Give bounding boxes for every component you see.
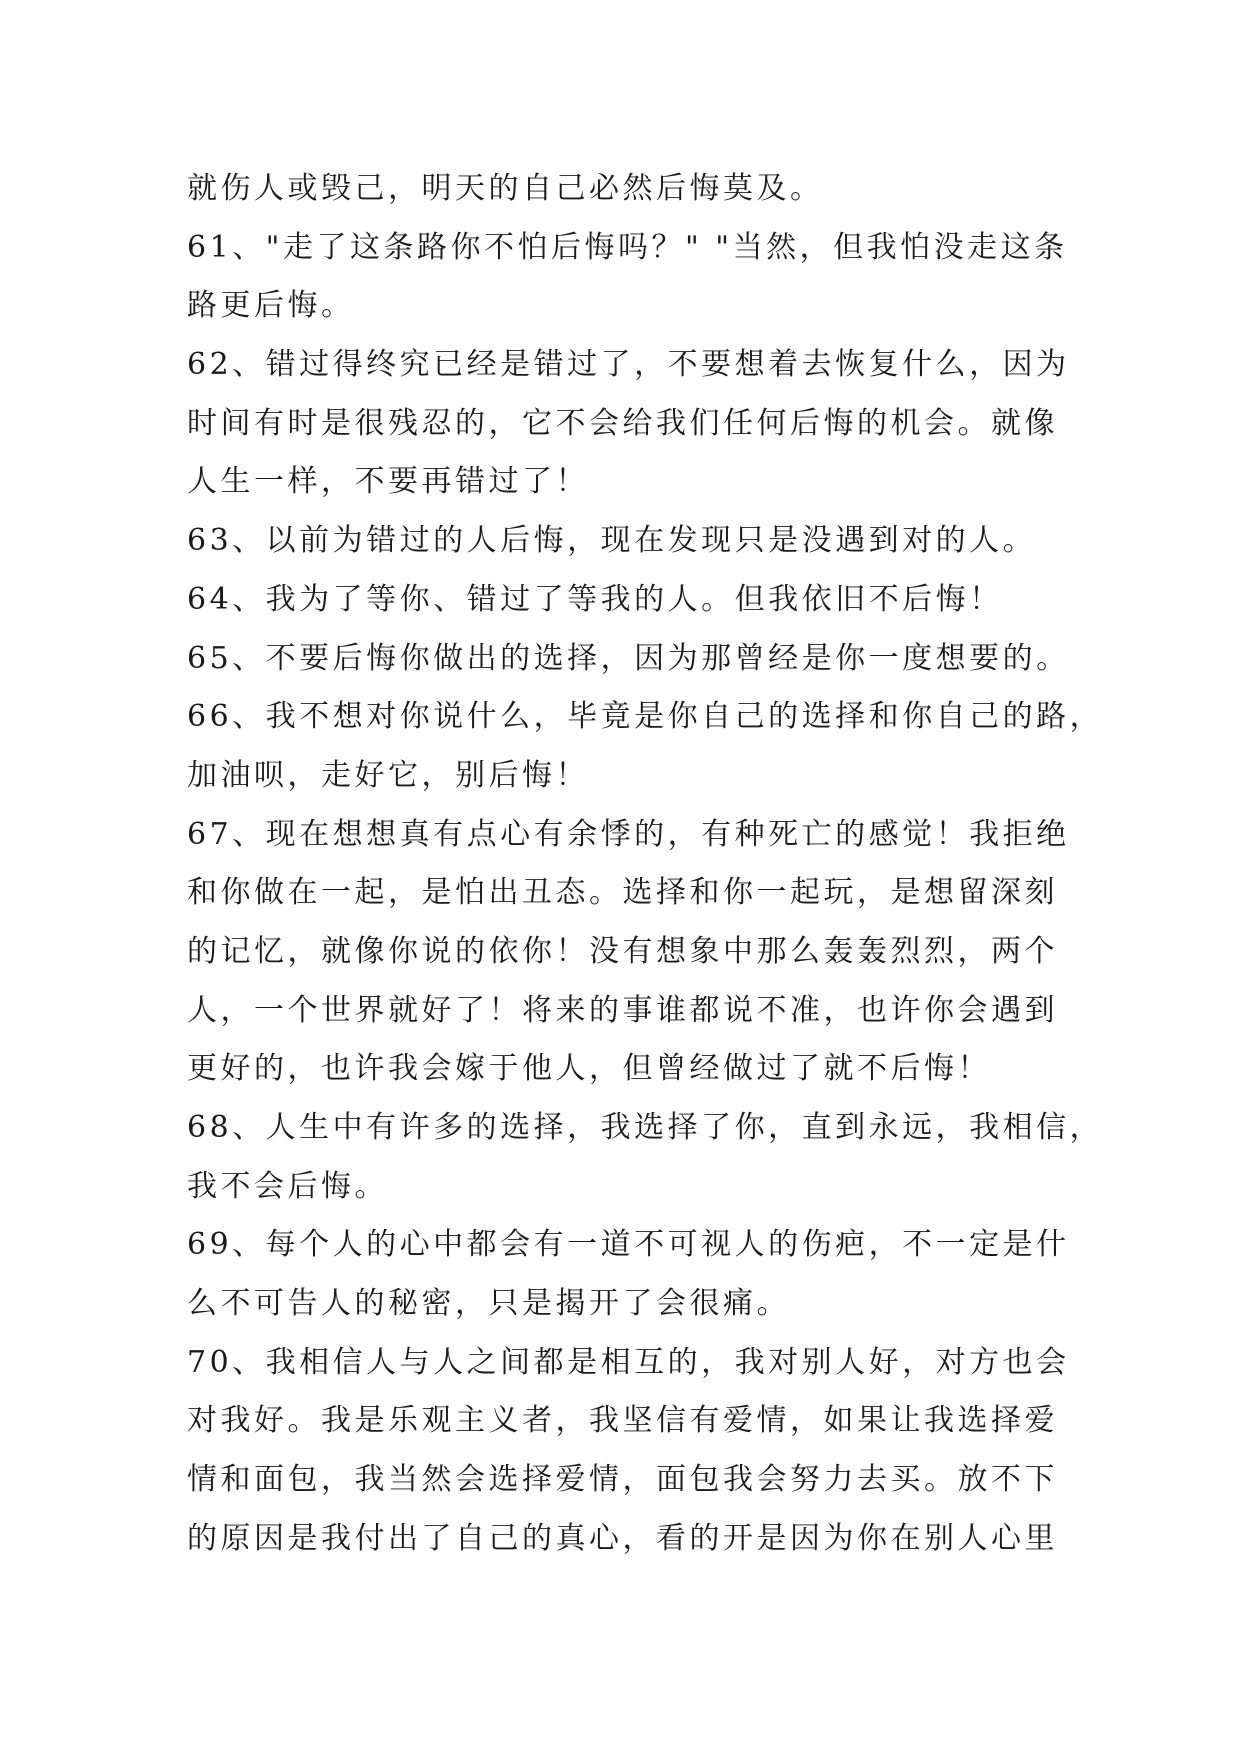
text-line: 时间有时是很残忍的，它不会给我们任何后悔的机会。就像 [187,405,1058,441]
text-line: 67、现在想想真有点心有余悸的，有种死亡的感觉！我拒绝 [187,816,1070,852]
text-line: 69、每个人的心中都会有一道不可视人的伤疤，不一定是什 [187,1227,1070,1263]
text-line: 的记忆，就像你说的依你！没有想象中那么轰轰烈烈，两个 [187,933,1058,969]
text-line: 人，一个世界就好了！将来的事谁都说不准，也许你会遇到 [187,992,1058,1028]
text-line: 情和面包，我当然会选择爱情，面包我会努力去买。放不下 [187,1462,1058,1498]
text-line: 路更后悔。 [187,288,355,324]
text-line: 和你做在一起，是怕出丑态。选择和你一起玩，是想留深刻 [187,875,1058,911]
text-line: 对我好。我是乐观主义者，我坚信有爱情，如果让我选择爱 [187,1403,1058,1439]
text-line: 64、我为了等你、错过了等我的人。但我依旧不后悔！ [187,581,1003,617]
text-line: 65、不要后悔你做出的选择，因为那曾经是你一度想要的。 [187,640,1070,676]
text-line: 的原因是我付出了自己的真心，看的开是因为你在别人心里 [187,1520,1058,1556]
text-line: 63、以前为错过的人后悔，现在发现只是没遇到对的人。 [187,523,1037,559]
text-line: 61、"走了这条路你不怕后悔吗？" "当然，但我怕没走这条 [187,229,1068,265]
text-line: 70、我相信人与人之间都是相互的，我对别人好，对方也会 [187,1344,1070,1380]
text-line: 我不会后悔。 [187,1168,388,1204]
text-line: 68、人生中有许多的选择，我选择了你，直到永远，我相信， [187,1110,1104,1145]
document-text [187,160,1104,1569]
text-line: 加油呗，走好它，别后悔！ [187,757,589,793]
text-line: 62、错过得终究已经是错过了，不要想着去恢复什么，因为 [187,347,1070,383]
text-line: 么不可告人的秘密，只是揭开了会很痛。 [187,1286,790,1322]
text-line: 就伤人或毁己，明天的自己必然后悔莫及。 [187,171,824,206]
text-line: 更好的，也许我会嫁于他人，但曾经做过了就不后悔！ [187,1051,991,1087]
text-line: 人生一样，不要再错过了！ [187,464,589,500]
text-line: 66、我不想对你说什么，毕竟是你自己的选择和你自己的路， [187,699,1104,735]
